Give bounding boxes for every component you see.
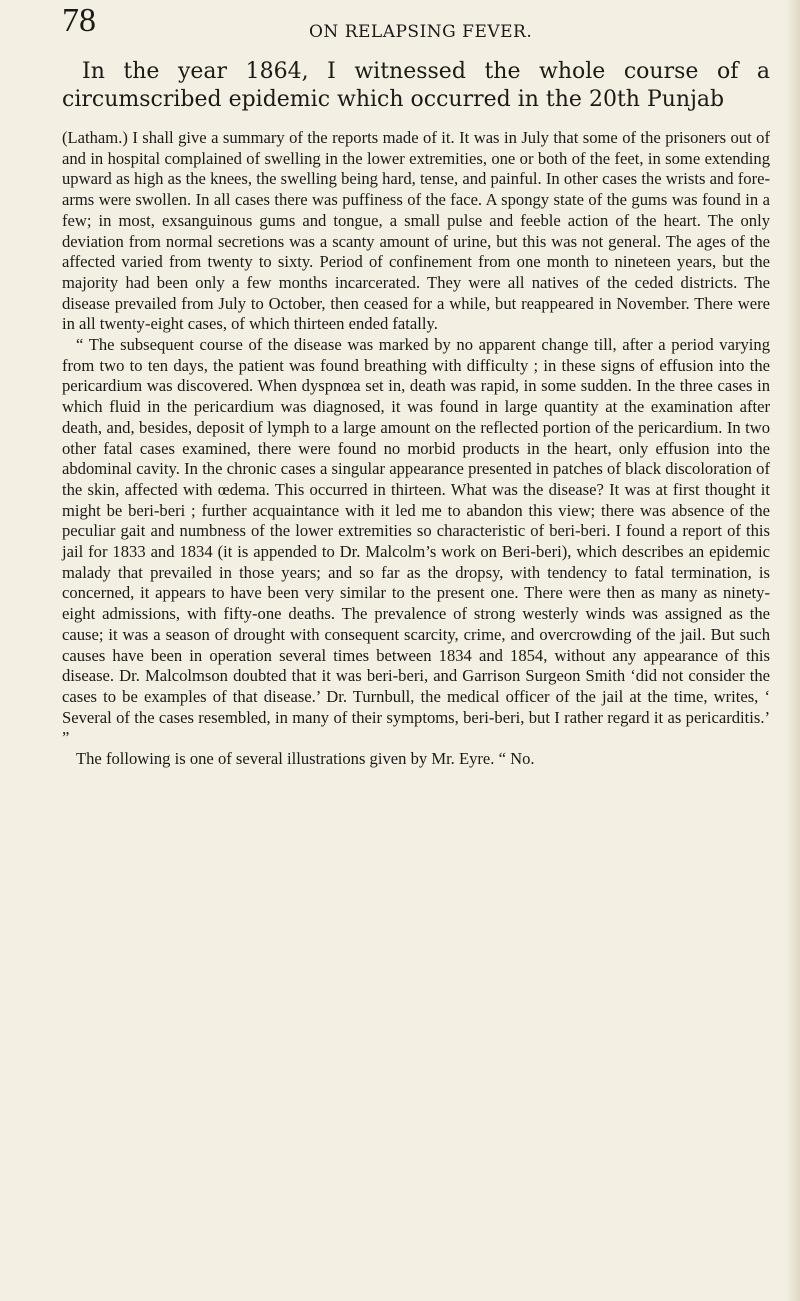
lead-paragraph: In the year 1864, I witnessed the whole course of a circumscribed epidemic which occurred in the 20th Punjab bbox=[62, 59, 770, 112]
body-text bbox=[62, 128, 770, 770]
page-number: 78 bbox=[62, 2, 96, 39]
paragraph-following-illustration: The following is one of several illustrations given by Mr. Eyre. “ No. bbox=[76, 749, 535, 769]
page-header bbox=[62, 2, 762, 42]
page-edge-shadow bbox=[786, 0, 800, 1301]
running-title: ON RELAPSING FEVER. bbox=[309, 22, 533, 42]
lead-paragraph-block bbox=[62, 58, 770, 114]
paragraph-latham-summary: (Latham.) I shall give a summary of the reports made of it. It was in July that some of the prisoners out of and in hospital complained of swelling in the lower extremities, one or both of the feet, in some extending upward as high as the knees, the swelling being hard, tense, and painful. In other cases the wrists and fore-arms were swollen. In all cases there was puffiness of the face. A spongy state of the gums was found in a few; in most, exsanguinous gums and tongue, a small pulse and feeble action of the heart. The only deviation from normal secretions was a scanty amount of urine, but this was not general. The ages of the affected varied from twenty to sixty. Period of confinement from one month to nineteen years, but the majority had been only a few months incarcerated. They were all natives of the ceded districts. The disease prevailed from July to October, then ceased for a while, but reappeared in November. There were in all twenty-eight cases, of which thirteen ended fatally. bbox=[62, 128, 770, 334]
paragraph-subsequent-course: “ The subsequent course of the disease was marked by no apparent change till, after a period varying from two to ten days, the patient was found breathing with difficulty ; in these signs of effusion into the pericardium was discovered. When dyspnœa set in, death was rapid, in some sudden. In the three cases in which fluid in the pericardium was diagnosed, it was found in large quantity at the examination after death, and, besides, deposit of lymph to a large amount on the reflected portion of the pericardium. In two other fatal cases examined, there were found no morbid products in the heart, only effusion into the abdominal cavity. In the chronic cases a singular appearance presented in patches of black discoloration of the skin, affected with œdema. This occurred in thirteen. What was the disease? It was at first thought it might be beri-beri ; further acquaintance with it led me to abandon this view; there was absence of the peculiar gait and numbness of the lower extremities so characteristic of beri-beri. I found a report of this jail for 1833 and 1834 (it is appended to Dr. Malcolm’s work on Beri-beri), which describes an epidemic malady that prevailed in those years; and so far as the dropsy, with tendency to fatal termination, is concerned, it appears to have been very similar to the present one. There were then as many as ninety-eight admissions, with fifty-one deaths. The prevalence of strong westerly winds was assigned as the cause; it was a season of drought with consequent scarcity, crime, and overcrowding of the jail. But such causes have been in operation several times between 1834 and 1854, without any appearance of this disease. Dr. Malcolmson doubted that it was beri-beri, and Garrison Surgeon Smith ‘did not consider the cases to be examples of that disease.’ Dr. Turnbull, the medical officer of the jail at the time, writes, ‘ Several of the cases resembled, in many of their symptoms, beri-beri, but I rather regard it as pericarditis.’ ” bbox=[62, 335, 770, 748]
